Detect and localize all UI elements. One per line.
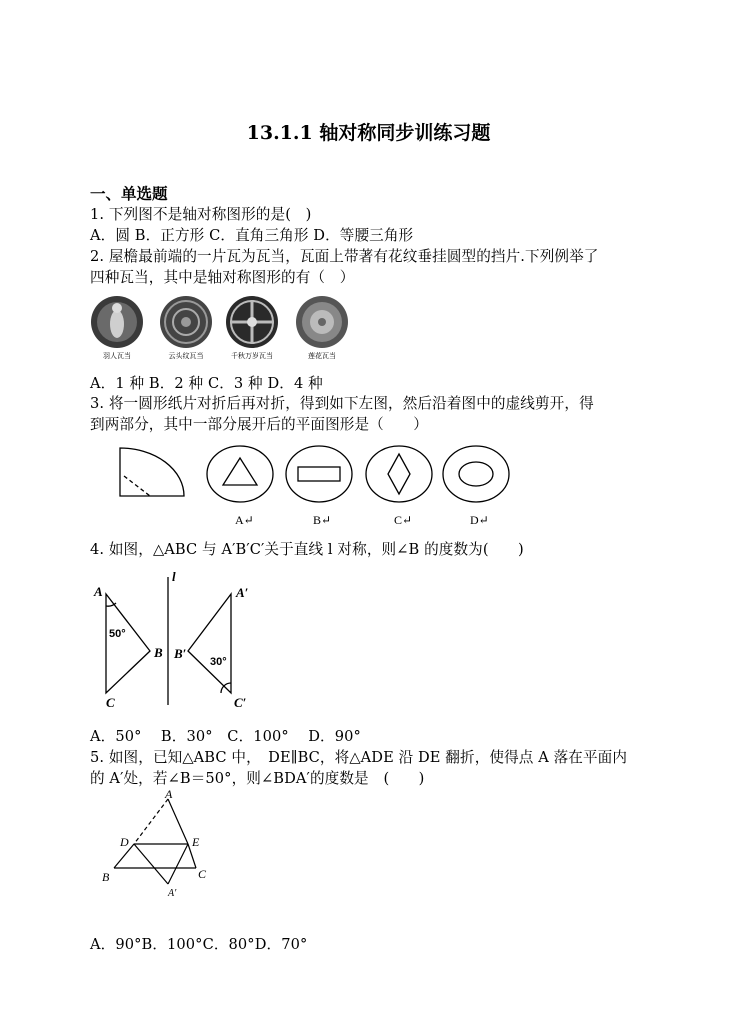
tile-1 <box>91 296 143 348</box>
tile-3 <box>226 296 278 348</box>
option-b-shape <box>286 446 352 502</box>
page-title: 13.1.1 轴对称同步训练习题 <box>246 122 491 144</box>
option-c-label: C↵ <box>394 513 413 527</box>
triangle-abc-prime <box>188 594 231 693</box>
folded-quarter <box>120 448 184 496</box>
q5-label-e: E <box>192 835 200 849</box>
triangle-abc <box>106 594 150 693</box>
section-heading: 一、单选题 <box>90 184 168 203</box>
q4-angle-30: 30° <box>210 656 227 668</box>
q4-label-c: C <box>106 695 115 710</box>
option-d-shape <box>443 446 509 502</box>
q4-label-b-prime: B′ <box>174 646 187 661</box>
q4-options: A．50° B．30° C．100° D．90° <box>90 728 361 745</box>
q5-options: A．90°B．100°C．80°D．70° <box>90 936 308 953</box>
q1-stem: 1. 下列图不是轴对称图形的是( ) <box>90 206 312 223</box>
q3-figure <box>110 438 510 530</box>
q4-label-c-prime: C′ <box>234 695 247 710</box>
q2-stem-1: 2. 屋檐最前端的一片瓦为瓦当，瓦面上带著有花纹垂挂圆型的挡片.下列例举了 <box>90 248 599 265</box>
q4-figure <box>88 565 268 715</box>
tile-label-2: 云头纹瓦当 <box>168 352 204 360</box>
q3-stem-1: 3. 将一圆形纸片对折后再对折，得到如下左图，然后沿着图中的虚线剪开，得 <box>90 395 594 412</box>
q4-label-a-prime: A′ <box>236 585 249 600</box>
q5-stem-2: 的 A′处，若∠B＝50°，则∠BDA′的度数是 ( ) <box>90 770 425 787</box>
tile-label-1: 羽人瓦当 <box>103 352 131 360</box>
tile-4 <box>296 296 348 348</box>
q5-stem-1: 5. 如图，已知△ABC 中， DE∥BC，将△ADE 沿 DE 翻折，使得点 A 落在平面内 <box>90 749 628 766</box>
q5-label-a: A <box>165 787 173 801</box>
segment-da-prime <box>134 844 168 884</box>
q5-label-a-prime: A′ <box>168 888 177 898</box>
tile-label-4: 莲花瓦当 <box>308 352 336 360</box>
option-a-label: A↵ <box>235 513 254 527</box>
option-d-label: D↵ <box>470 513 489 527</box>
q1-options: A．圆 B．正方形 C．直角三角形 D．等腰三角形 <box>90 227 414 244</box>
q4-stem: 4. 如图，△ABC 与 A′B′C′关于直线 l 对称，则∠B 的度数为( ) <box>90 541 524 558</box>
q5-figure <box>96 786 226 898</box>
option-a-shape <box>207 446 273 502</box>
q2-options: A．1 种 B．2 种 C．3 种 D．4 种 <box>90 375 323 392</box>
q5-label-b: B <box>102 870 110 884</box>
q5-label-c: C <box>198 867 207 881</box>
tile-label-3: 千秋万岁瓦当 <box>231 352 273 360</box>
q2-tiles-figure <box>90 294 360 362</box>
segment-ae <box>168 799 188 844</box>
dashed-ad <box>134 799 168 844</box>
segment-ea-prime <box>168 844 188 884</box>
q4-label-a: A <box>94 584 103 599</box>
q3-stem-2: 到两部分，其中一部分展开后的平面图形是（ ） <box>90 416 428 433</box>
q4-label-l: l <box>172 569 176 584</box>
q4-angle-50: 50° <box>109 628 126 640</box>
q4-label-b: B <box>154 645 163 660</box>
option-b-label: B↵ <box>313 513 332 527</box>
q5-label-d: D <box>120 835 129 849</box>
cut-line <box>124 476 150 496</box>
tile-2 <box>160 296 212 348</box>
q2-stem-2: 四种瓦当，其中是轴对称图形的有（ ） <box>90 269 355 286</box>
